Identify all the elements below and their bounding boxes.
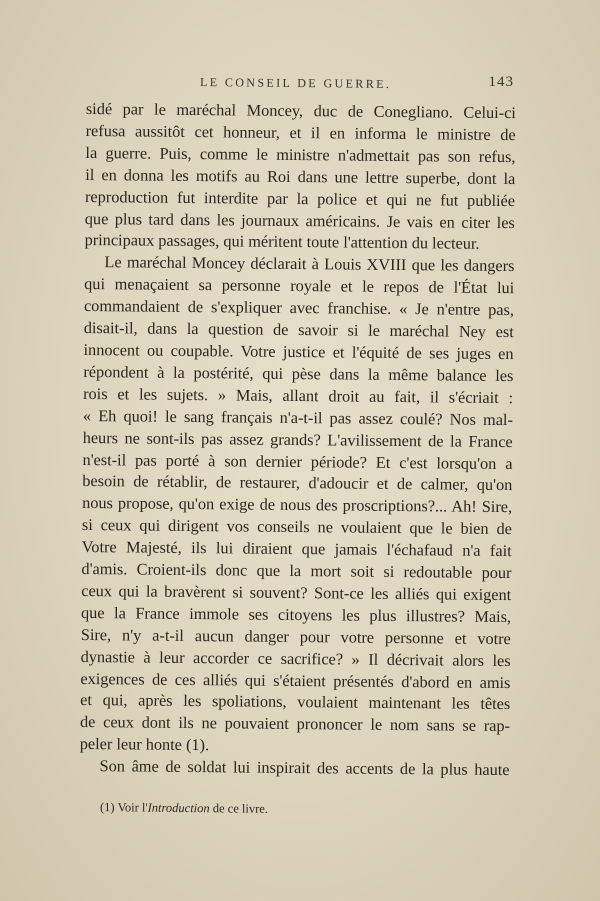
footnote-title: Introduction (147, 800, 210, 816)
footnote (100, 800, 268, 817)
text-line: refusa aussitôt cet honneur, et il en informa le ministre de (85, 120, 516, 145)
footnote-marker: (1) (99, 800, 115, 815)
text-line: reproduction fut interdite par la police et qui ne fut publiée (84, 186, 516, 210)
text-line: la guerre. Puis, comme le ministre n'admettait pas son refus, (85, 142, 516, 166)
text-line: et qui, après les spoliations, voulaient maintenant les têtes (80, 690, 511, 714)
running-title: LE CONSEIL DE GUERRE. (199, 74, 392, 92)
text-line: répondent à la postérité, qui pèse dans la même balance les (83, 361, 514, 385)
footnote-prefix: Voir l' (117, 800, 148, 815)
text-line: exigences de ces alliés qui s'étaient présentés d'abord en amis (80, 668, 511, 692)
text-line: commandaient de s'expliquer avec franchise. « Je n'entre pas, (83, 296, 515, 320)
text-line: disait-il, dans la question de savoir si le maréchal Ney est (83, 318, 514, 342)
text-line: peler leur honte (1). (79, 734, 210, 755)
text-line: rois et les sujets. » Mais, allant droit au fait, il s'écriait : (83, 383, 514, 407)
text-line: n'est-il pas porté à son dernier période? Et c'est lorsqu'on a (82, 449, 513, 473)
text-line: innocent ou coupable. Votre justice et l'équité de ses juges en (83, 339, 514, 364)
paragraph-start-line: Le maréchal Moncey déclarait à Louis XVIII que les dangers (104, 252, 515, 276)
page-number: 143 (488, 74, 514, 90)
text-line: sidé par le maréchal Moncey, duc de Conegliano. Celui-ci (85, 98, 516, 123)
text-line: d'amis. Croient-ils donc que la mort soit si redoutable pour (81, 559, 512, 583)
text-line: « Eh quoi! le sang français n'a-t-il pas assez coulé? Nos mal- (82, 405, 514, 429)
text-line: dynastie à leur accorder ce sacrifice? » Il décrivait alors les (80, 646, 511, 670)
text-line: il en donna les motifs au Roi dans une lettre superbe, dont la (85, 164, 516, 188)
text-line: principaux passages, qui méritent toute l'attention du lecteur. (84, 230, 480, 254)
text-line: que plus tard dans les journaux américains. Je vais en citer les (84, 208, 515, 232)
text-line: nous propose, qu'on exige de nous des proscriptions?... Ah! Sire, (82, 493, 513, 517)
paragraph-start-line: Son âme de soldat lui inspirait des accents de la plus haute (99, 756, 510, 780)
text-line: ceux qui la bravèrent si souvent? Sont-ce les alliés qui exigent (81, 580, 512, 605)
text-line: que la France immole ses citoyens les plus illustres? Mais, (80, 602, 512, 626)
text-line: de ceux dont ils ne pouvaient prononcer le nom sans se rap- (79, 712, 511, 736)
footnote-suffix: de ce livre. (209, 801, 269, 816)
text-line: qui menaçaient sa personne royale et le repos de l'État lui (84, 274, 515, 298)
text-line: si ceux qui dirigent vos conseils ne voulaient que le bien de (81, 515, 512, 539)
body-text (79, 98, 515, 781)
text-line: besoin de rétablir, de restaurer, d'adoucir et de calmer, qu'on (82, 471, 513, 495)
text-line: Votre Majesté, ils lui diraient que jamais l'échafaud n'a fait (81, 537, 512, 561)
text-line: heurs ne sont-ils pas assez grands? L'avilissement de la France (82, 427, 513, 451)
text-line: Sire, n'y a-t-il aucun danger pour votre personne et votre (80, 624, 511, 648)
